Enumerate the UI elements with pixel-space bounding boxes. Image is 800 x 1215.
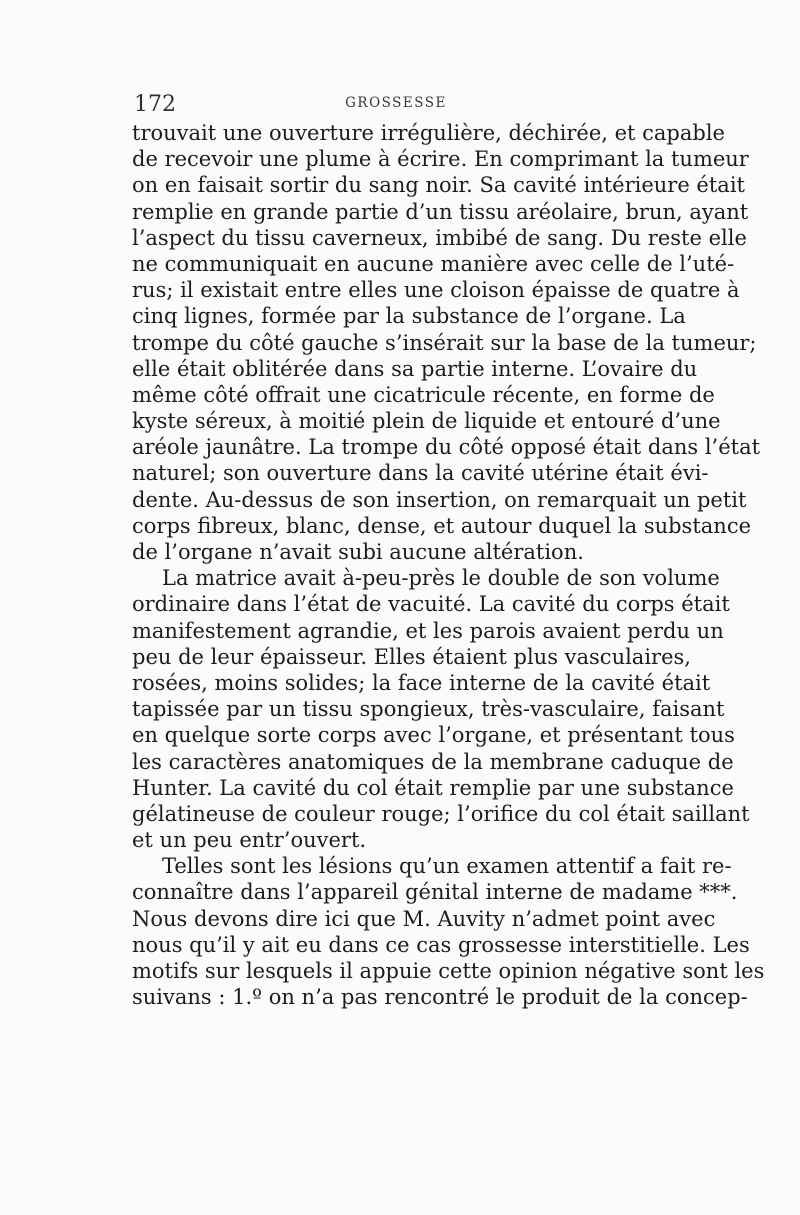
page-number: 172 [134,92,176,117]
text-line: dente. Au-dessus de son insertion, on remarquait un petit [132,487,747,512]
text-line: de l’organe n’avait subi aucune altération. [132,540,584,564]
text-line: Nous devons dire ici que M. Auvity n’admet point avec [132,906,716,931]
text-line: tapissée par un tissu spongieux, très-vasculaire, faisant [132,697,725,722]
text-line: on en faisait sortir du sang noir. Sa cavité intérieure était [132,173,745,198]
text-line: kyste séreux, à moitié plein de liquide et entouré d’une [132,409,721,434]
text-line: Hunter. La cavité du col était remplie par une substance [132,775,734,800]
text-line: remplie en grande partie d’un tissu aréolaire, brun, ayant [132,199,749,224]
page-header [132,92,660,122]
text-line: motifs sur lesquels il appuie cette opinion négative sont les [132,959,765,983]
body-text [132,120,765,1010]
text-line: rosées, moins solides; la face interne de la cavité était [132,670,711,695]
text-line: ne communiquait en aucune manière avec celle de l’uté- [132,251,735,276]
text-line: peu de leur épaisseur. Elles étaient plus vasculaires, [132,644,691,669]
text-line: manifestement agrandie, et les parois avaient perdu un [132,618,724,643]
text-line: l’aspect du tissu caverneux, imbibé de sang. Du reste elle [132,225,747,250]
text-line: nous qu’il y ait eu dans ce cas grossesse interstitielle. Les [132,932,750,957]
text-line: trouvait une ouverture irrégulière, déchirée, et capable [132,121,725,145]
text-line: naturel; son ouverture dans la cavité utérine était évi- [132,461,709,486]
text-line: et un peu entr’ouvert. [132,828,367,853]
text-line: rus; il existait entre elles une cloison épaisse de quatre à [132,278,740,303]
text-line: les caractères anatomiques de la membrane caduque de [132,749,734,774]
text-line: en quelque sorte corps avec l’organe, et présentant tous [132,723,735,748]
text-line: corps fibreux, blanc, dense, et autour duquel la substance [132,513,752,538]
text-line: cinq lignes, formée par la substance de l’organe. La [132,304,686,329]
text-line: suivans : 1.º on n’a pas rencontré le produit de la concep- [132,985,748,1010]
paragraph-first-line: La matrice avait à-peu-près le double de son volume [162,566,720,591]
paragraph-first-line: Telles sont les lésions qu’un examen attentif a fait re- [162,854,732,879]
text-line: connaître dans l’appareil génital interne de madame ***. [132,880,738,905]
text-line: elle était oblitérée dans sa partie interne. L’ovaire du [132,356,698,381]
text-line: même côté offrait une cicatricule récente, en forme de [132,382,715,407]
running-head: GROSSESSE [345,95,447,111]
text-line: gélatineuse de couleur rouge; l’orifice du col était saillant [132,801,750,826]
text-line: trompe du côté gauche s’insérait sur la base de la tumeur; [132,330,757,355]
text-line: de recevoir une plume à écrire. En comprimant la tumeur [132,147,749,172]
text-line: aréole jaunâtre. La trompe du côté opposé était dans l’état [132,435,761,460]
text-line: ordinaire dans l’état de vacuité. La cavité du corps était [132,592,730,617]
